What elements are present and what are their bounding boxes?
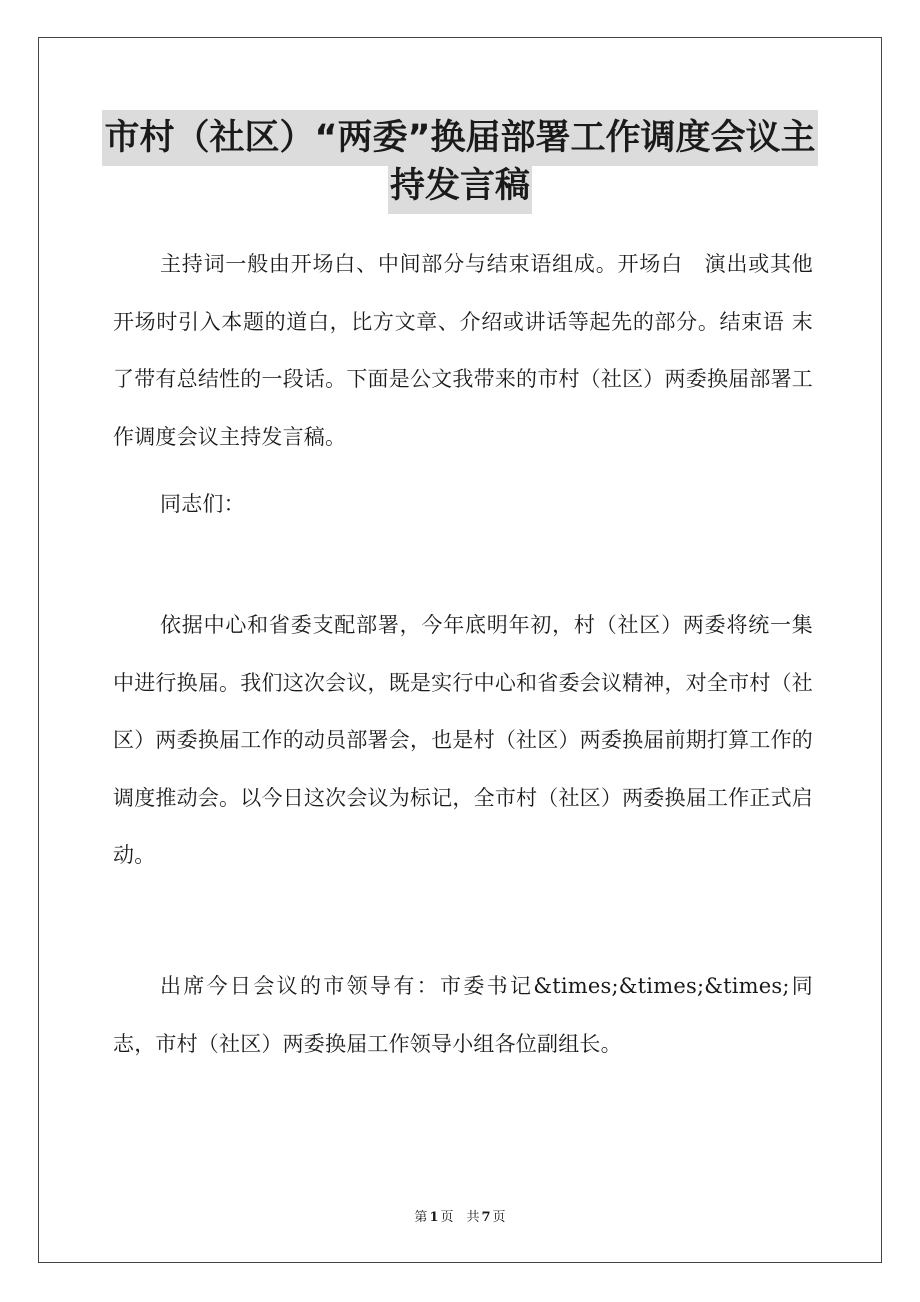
- footer-page-current: 1: [429, 1210, 439, 1225]
- paragraph-background: 依据中心和省委支配部署，今年底明年初，村（社区）两委将统一集中进行换届。我们这次会议，既是实行中心和省委会议精神，对全市村（社区）两委换届工作的动员部署会，也是村（社区）两委换届前期打算工作的调度推动会。以今日这次会议为标记，全市村（社区）两委换届工作正式启动。: [113, 613, 813, 867]
- document-title-text-2: 持发言稿: [388, 158, 532, 214]
- document-title-line-2: [60, 158, 860, 214]
- footer-page-mid: 页 共: [440, 1210, 480, 1225]
- footer-page-suffix: 页: [492, 1210, 506, 1225]
- paragraph-attendees: 出席今日会议的市领导有：市委书记&times;&times;&times;同志，市村（社区）两委换届工作领导小组各位副组长。: [113, 974, 813, 1056]
- page-footer: [0, 1206, 920, 1225]
- footer-page-prefix: 第: [414, 1210, 428, 1225]
- paragraph-salutation: 同志们：: [160, 492, 245, 516]
- document-title-text-1: 市村（社区）“两委”换届部署工作调度会议主: [102, 110, 817, 166]
- footer-page-total: 7: [481, 1210, 491, 1225]
- paragraph-intro: 主持词一般由开场白、中间部分与结束语组成。开场白 演出或其他开场时引入本题的道白，比方文章、介绍或讲话等起先的部分。结束语 末了带有总结性的一段话。下面是公文我带来的市村（社区）两委换届部署工作调度会议主持发言稿。: [113, 252, 813, 449]
